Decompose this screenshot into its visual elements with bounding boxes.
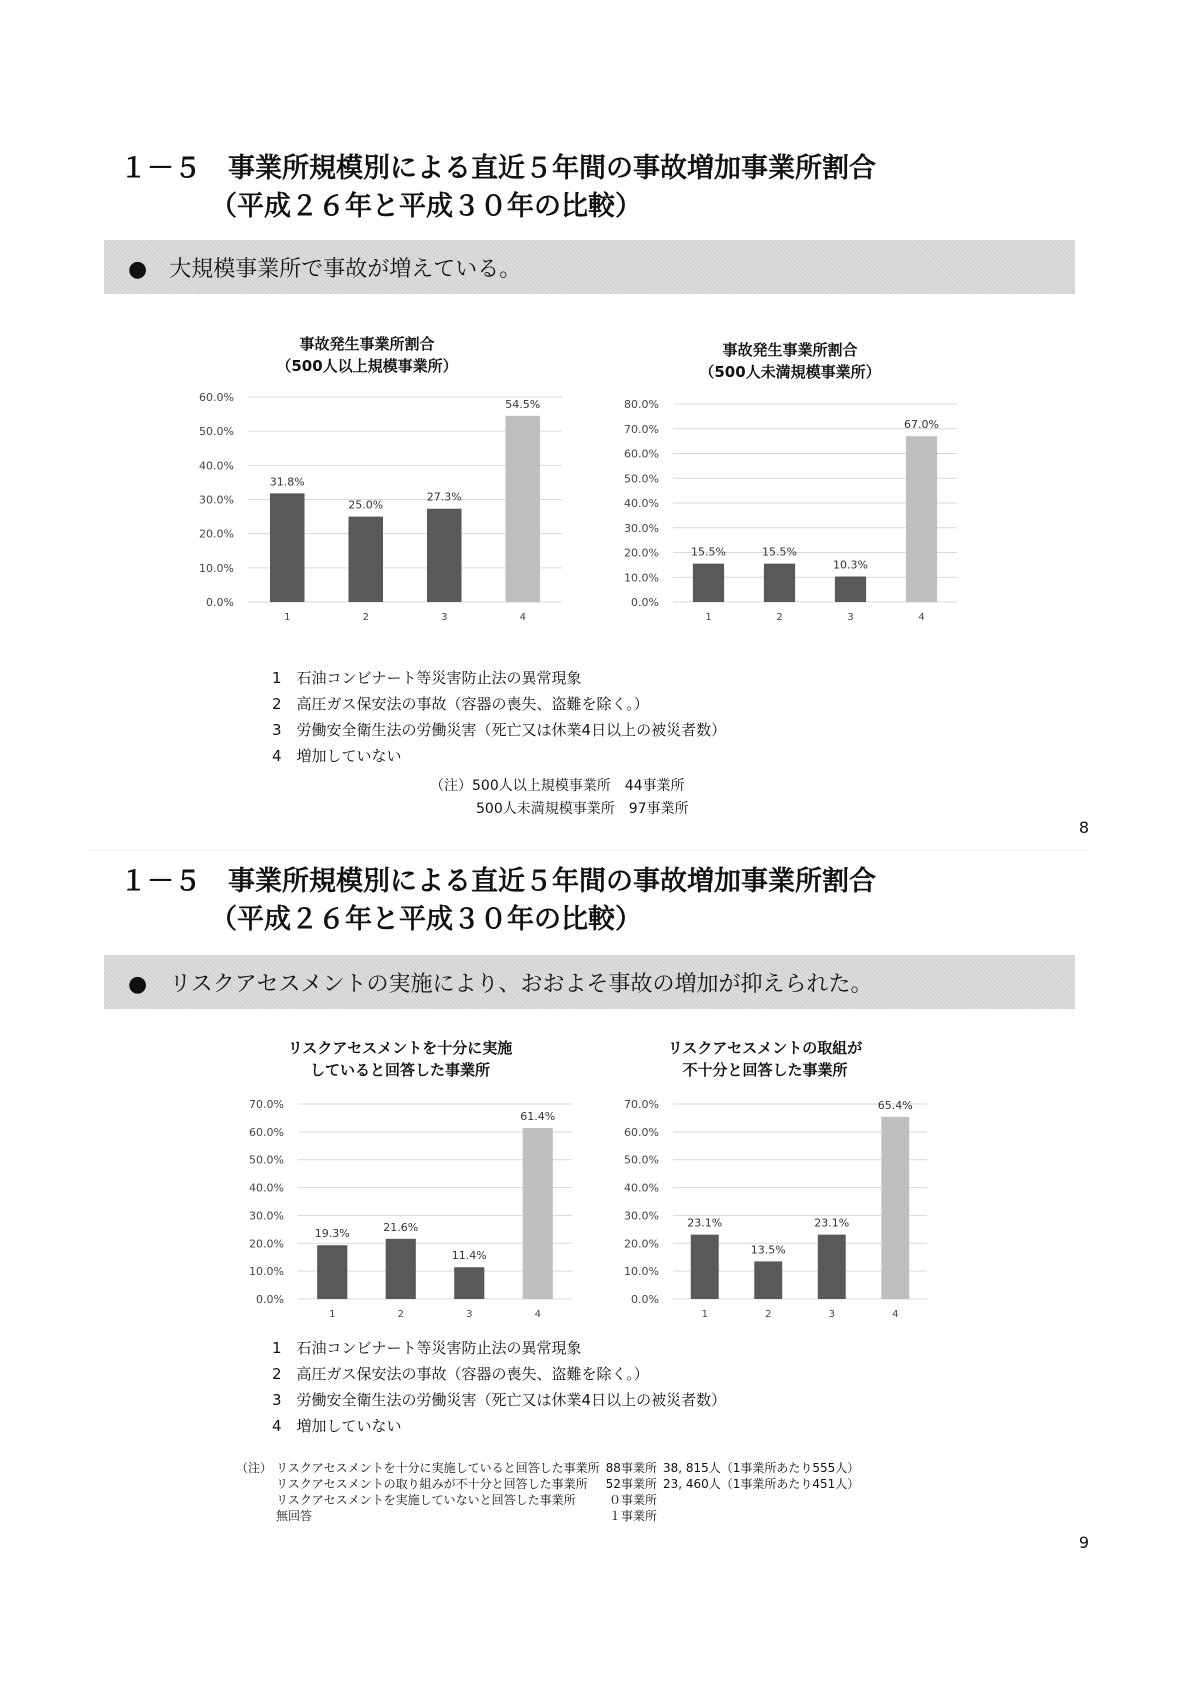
slide-9-legend: [272, 1335, 726, 1439]
x-tick-label: 4: [892, 1309, 899, 1320]
notes-table: [276, 1460, 865, 1524]
y-tick-label: 60.0%: [624, 447, 659, 461]
x-tick-label: 3: [466, 1309, 473, 1320]
bar: [348, 517, 383, 602]
data-label: 23.1%: [814, 1216, 850, 1230]
y-tick-label: 30.0%: [624, 1209, 659, 1223]
x-tick-label: 3: [441, 612, 448, 623]
x-tick-label: 3: [828, 1309, 835, 1320]
y-tick-label: 10.0%: [199, 561, 234, 575]
note-row: [276, 1492, 865, 1508]
note-row: [276, 1476, 865, 1492]
data-label: 11.4%: [451, 1249, 487, 1263]
bar: [386, 1239, 416, 1299]
note-cell: 無回答: [276, 1509, 313, 1523]
page-number: 9: [1078, 1533, 1089, 1552]
y-tick-label: 60.0%: [199, 391, 234, 404]
y-tick-label: 30.0%: [199, 493, 234, 507]
y-tick-label: 0.0%: [631, 1293, 659, 1306]
note-cell: 38, 815人（1事業所あたり555人）: [662, 1461, 860, 1475]
y-tick-label: 30.0%: [624, 521, 659, 535]
chart-2-title: 事故発生事業所割合 （500人未満規模事業所）: [699, 341, 881, 381]
data-label: 65.4%: [877, 1098, 913, 1112]
x-tick-label: 1: [701, 1309, 708, 1320]
x-tick-label: 4: [918, 612, 925, 623]
y-tick-label: 0.0%: [631, 596, 659, 609]
y-tick-label: 50.0%: [624, 472, 659, 486]
chart-3: [240, 1092, 580, 1327]
summary-text: ● 大規模事業所で事故が増えている。: [128, 257, 522, 282]
y-tick-label: 40.0%: [249, 1181, 284, 1195]
data-label: 67.0%: [904, 418, 939, 432]
bar: [881, 1117, 909, 1299]
y-tick-label: 10.0%: [624, 571, 659, 585]
chart-3-title: リスクアセスメントを十分に実施 していると回答した事業所: [287, 1039, 513, 1079]
y-tick-label: 10.0%: [624, 1265, 659, 1279]
note-cell: リスクアセスメントを十分に実施していると回答した事業所: [276, 1461, 600, 1475]
chart-4: [615, 1092, 935, 1327]
data-label: 61.4%: [520, 1109, 556, 1123]
data-label: 21.6%: [383, 1220, 419, 1234]
bar: [818, 1235, 846, 1299]
y-tick-label: 40.0%: [624, 497, 659, 510]
slide-9-summary-band: [104, 955, 1075, 1009]
data-label: 19.3%: [314, 1227, 350, 1241]
legend-item: 2 高圧ガス保安法の事故（容器の喪失、盗難を除く。）: [272, 695, 649, 713]
note-cell: ０事業所: [608, 1493, 657, 1507]
bar: [835, 577, 866, 602]
x-tick-label: 3: [847, 612, 854, 623]
x-tick-label: 2: [765, 1309, 772, 1320]
x-tick-label: 1: [705, 612, 712, 623]
slide-9-title: １－５ 事業所規模別による直近５年間の事故増加事業所割合 （平成２６年と平成３０年の比較）: [120, 866, 876, 935]
legend-item: 2 高圧ガス保安法の事故（容器の喪失、盗難を除く。）: [272, 1365, 649, 1383]
page-number: 8: [1078, 818, 1089, 837]
summary-text: ● リスクアセスメントの実施により、おおよそ事故の増加が抑えられた。: [128, 972, 873, 997]
y-tick-label: 70.0%: [624, 422, 659, 436]
slide-8-summary-band: [104, 240, 1075, 294]
bar: [270, 493, 305, 602]
chart-1: [190, 385, 570, 630]
note-cell: リスクアセスメントを実施していないと回答した事業所: [276, 1493, 576, 1507]
y-tick-label: 80.0%: [624, 398, 659, 411]
data-label: 15.5%: [762, 545, 797, 559]
data-label: 31.8%: [269, 475, 305, 489]
note-cell: [663, 1508, 865, 1524]
note-cell: リスクアセスメントの取り組みが不十分と回答した事業所: [276, 1477, 588, 1491]
slide-8-note-2: 500人未満規模事業所 97事業所: [476, 801, 689, 817]
x-tick-label: 4: [534, 1309, 541, 1320]
y-tick-label: 20.0%: [249, 1237, 284, 1251]
y-tick-label: 60.0%: [249, 1125, 284, 1139]
data-label: 54.5%: [505, 397, 541, 411]
bar: [523, 1128, 553, 1299]
bar: [427, 509, 462, 602]
bar: [906, 436, 937, 602]
slide-8-note-1: （注）500人以上規模事業所 44事業所: [430, 778, 685, 794]
data-label: 27.3%: [426, 490, 462, 504]
note-cell: 88事業所: [605, 1461, 657, 1475]
bar: [764, 564, 795, 602]
bar: [693, 564, 724, 602]
y-tick-label: 50.0%: [624, 1153, 659, 1167]
x-tick-label: 2: [362, 612, 369, 623]
data-label: 15.5%: [691, 545, 726, 559]
y-tick-label: 10.0%: [249, 1265, 284, 1279]
note-cell: 52事業所: [605, 1477, 657, 1491]
x-tick-label: 4: [519, 612, 526, 623]
note-prefix: （注）: [236, 1461, 273, 1475]
chart-4-title: リスクアセスメントの取組が 不十分と回答した事業所: [667, 1039, 863, 1079]
y-tick-label: 30.0%: [249, 1209, 284, 1223]
slide-8-legend: [272, 665, 726, 769]
chart-2: [615, 392, 965, 630]
y-tick-label: 50.0%: [249, 1153, 284, 1167]
data-label: 10.3%: [833, 558, 868, 572]
data-label: 13.5%: [750, 1243, 786, 1257]
note-cell: １事業所: [608, 1509, 657, 1523]
data-label: 23.1%: [687, 1216, 723, 1230]
x-tick-label: 1: [329, 1309, 336, 1320]
legend-item: 3 労働安全衛生法の労働災害（死亡又は休業4日以上の被災者数）: [272, 1391, 727, 1409]
note-row: [276, 1508, 865, 1524]
slide-9-notes: [236, 1460, 865, 1524]
bar: [454, 1267, 484, 1299]
legend-item: 1 石油コンビナート等災害防止法の異常現象: [272, 1339, 582, 1357]
note-cell: [663, 1492, 865, 1508]
legend-item: 4 増加していない: [272, 1417, 402, 1435]
y-tick-label: 60.0%: [624, 1125, 659, 1139]
y-tick-label: 70.0%: [249, 1098, 284, 1111]
note-row: [276, 1460, 865, 1476]
y-tick-label: 0.0%: [256, 1293, 284, 1306]
legend-item: 3 労働安全衛生法の労働災害（死亡又は休業4日以上の被災者数）: [272, 721, 727, 739]
bar: [691, 1235, 719, 1299]
legend-item: 1 石油コンビナート等災害防止法の異常現象: [272, 669, 582, 687]
legend-item: 4 増加していない: [272, 747, 402, 765]
y-tick-label: 20.0%: [624, 1237, 659, 1251]
note-cell: 23, 460人（1事業所あたり451人）: [662, 1477, 860, 1491]
x-tick-label: 1: [284, 612, 291, 623]
x-tick-label: 2: [776, 612, 783, 623]
bar: [754, 1261, 782, 1299]
y-tick-label: 50.0%: [199, 425, 234, 439]
y-tick-label: 20.0%: [199, 527, 234, 541]
page-divider: [88, 850, 1091, 851]
y-tick-label: 0.0%: [206, 596, 234, 609]
slide-8-title: １－５ 事業所規模別による直近５年間の事故増加事業所割合 （平成２６年と平成３０年の比較）: [120, 153, 876, 222]
chart-1-title: 事故発生事業所割合 （500人以上規模事業所）: [276, 335, 458, 375]
bar: [317, 1245, 347, 1299]
bar: [505, 416, 540, 602]
y-tick-label: 40.0%: [624, 1181, 659, 1195]
y-tick-label: 20.0%: [624, 546, 659, 560]
x-tick-label: 2: [397, 1309, 404, 1320]
data-label: 25.0%: [348, 498, 384, 512]
y-tick-label: 70.0%: [624, 1098, 659, 1111]
y-tick-label: 40.0%: [199, 459, 234, 473]
